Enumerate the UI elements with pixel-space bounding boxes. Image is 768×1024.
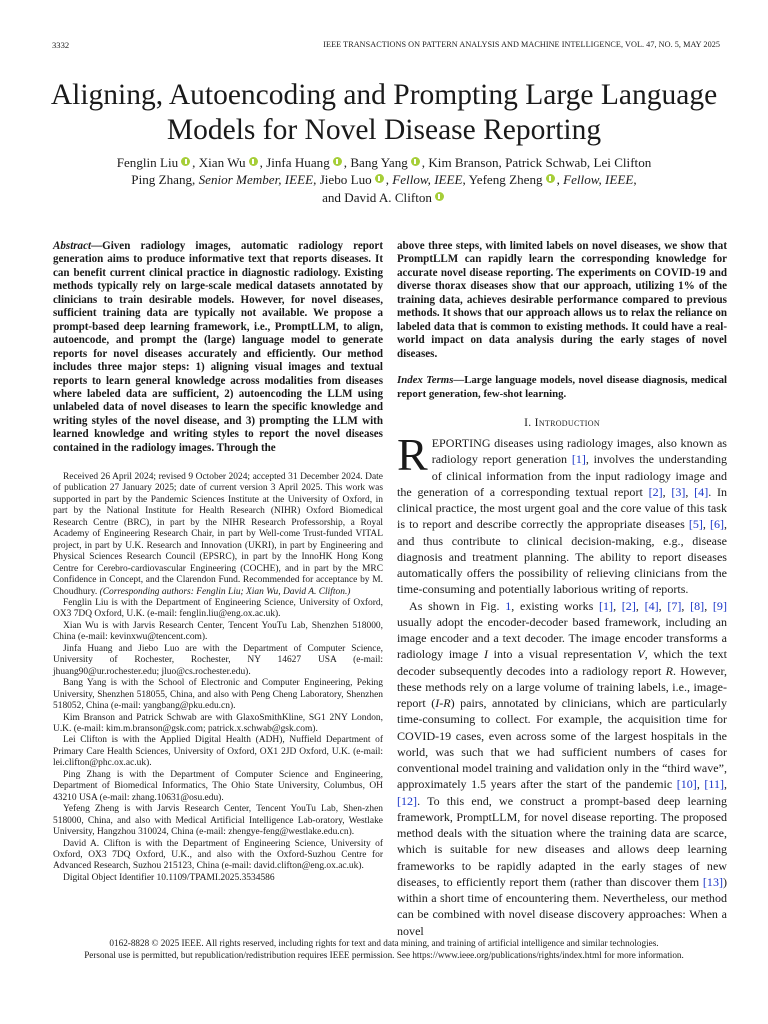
citation-link[interactable]: [1] <box>571 452 586 467</box>
left-column <box>53 240 383 455</box>
affiliation-note: Fenglin Liu is with the Department of Engineering Science, University of Oxford, OX3 7DQ Oxford, U.K. (e-mail: fenglin.liu@eng.ox.ac.uk). <box>53 597 383 620</box>
author-and: and <box>322 189 341 205</box>
abstract-text-left: —Given radiology images, automatic radiology report generation aims to produce informative text that reports diseases. It can benefit current clinical practice in diagnostic radiology. Existing methods typically rely on large-scale medical datasets annotated by clinicians to train desirable models. However, for novel diseases, sufficient training data are typically not available. We propose a prompt-based deep learning framework, i.e., PromptLLM, to align, autoencode, and prompt the (large) language model to generate reports for novel diseases accurately and efficiently. Our method includes three major steps: 1) aligning visual images and textual reports to learn general knowledge across modalities from diseases where labeled data are sufficient, 2) autoencoding the LLM using unlabeled data of novel diseases to learn the specific knowledge and writing styles of the novel disease, and 3) prompting the LLM with learned knowledge and writing styles to report the novel diseases contained in the radiology images. Through the <box>53 240 383 454</box>
right-column <box>397 240 727 939</box>
author-line-1: Fenglin Liu , Xian Wu , Jinfa Huang , Bang Yang , Kim Branson, Patrick Schwab, Lei Clifton <box>116 155 652 170</box>
affiliation-note: Yefeng Zheng is with Jarvis Research Center, Tencent YouTu Lab, Shen-zhen 518000, China, and also with Medical Artificial Intelligence Lab-oratory, Westlake University, Hangzhou 310024, China (e-mail: zhengye-feng@westlake.edu.cn). <box>53 804 383 838</box>
affiliation-note: Xian Wu is with Jarvis Research Center, Tencent YouTu Lab, Shenzhen 518000, China (e-mail: kevinxwu@tencent.com). <box>53 620 383 643</box>
orcid-icon[interactable] <box>435 192 444 201</box>
citation-group: [1], [2], [4], [7], [8], [9] <box>599 598 727 613</box>
author-ping-zhang: Ping Zhang <box>131 172 193 188</box>
affiliation-note: David A. Clifton is with the Department of Engineering Science, University of Oxford, OX3 7DQ Oxford, U.K., and also with the Oxford-Suzhou Centre for Advanced Research, Suzhou 215123, China (e-mail: david.clifton@eng.ox.ac.uk). <box>53 838 383 872</box>
drop-cap: R <box>397 429 428 481</box>
citation-link[interactable]: [2] <box>648 484 663 499</box>
figure-link[interactable]: 1 <box>505 598 512 613</box>
paper-title: Aligning, Autoencoding and Prompting Large Language Models for Novel Disease Reporting <box>50 79 718 146</box>
citation-link[interactable]: [2] <box>621 598 636 613</box>
author-name: Jinfa Huang <box>266 155 330 170</box>
affiliation-note: Bang Yang is with the School of Electronic and Computer Engineering, Peking University, Shenzhen 518055, China, and also with Peng Cheng Laboratory, Shenzhen 518052, China (e-mail: yangbang@pku.edu.cn). <box>53 678 383 712</box>
abstract-label: Abstract <box>53 240 92 252</box>
citation-link[interactable]: [12] <box>397 793 418 808</box>
citation-link[interactable]: [13] <box>702 874 723 889</box>
copyright-line: 0162-8828 © 2025 IEEE. All rights reserved, including rights for text and data mining, and training of artificial intelligence and similar technologies. <box>109 938 659 948</box>
orcid-icon[interactable] <box>249 157 258 166</box>
orcid-icon[interactable] <box>333 157 342 166</box>
author-name: Kim Branson <box>428 155 499 170</box>
orcid-icon[interactable] <box>375 174 384 183</box>
footnote-received: Received 26 April 2024; revised 9 October 2024; accepted 31 December 2024. Date of publication 27 January 2025; date of current version 3 April 2025. This work was supported in part by the Pandemic Sciences Institute at the University of Oxford, in part by the National Institute for Health Research (NIHR) Oxford Biomedical Research Centre (BRC), in part by the NIHR Research Professorship, a Royal Academy of Engineering Research Chair, in part by Well-come Trust-funded VITAL project, in part by U.K. Research and Innovation (UKRI), in part by Engineering and Physical Sciences Research Council (EPSRC), in part by the InnoHK Hong Kong Centre for Cerebro-cardiovascular Engineering (COCHE), and in part by the MRC Confidence in Concept, and the Clarendon Fund. Recommended for acceptance by M. Choudhury. (Corresponding authors: Fenglin Liu; Xian Wu, David A. Clifton.) <box>53 472 383 597</box>
membership-fellow-zheng: Fellow, IEEE <box>563 172 634 188</box>
math-var-pair: I-R <box>435 696 451 711</box>
citation-link[interactable]: [1] <box>599 598 614 613</box>
author-name: Bang Yang <box>350 155 408 170</box>
permission-line: Personal use is permitted, but republication/redistribution requires IEEE permission. See https://www.ieee.org/publications/rights/index.html for more information. <box>84 949 684 960</box>
author-name: Xian Wu <box>198 155 246 170</box>
citation-link[interactable]: [4] <box>694 484 709 499</box>
intro-paragraph-1: REPORTING diseases using radiology images, also known as radiology report generation [1], involves the understanding of clinical information from the input radiology image and the generation of a corresponding textual report [2], [3], [4]. In clinical practice, the most urgent goal and the core value of this task is to report and describe correctly the appropriate diseases [5], [6], and thus contribute to clinical decision-making, e.g., disease diagnosis and treatment planning. The ability to report diseases automatically offers the possibility of relieving clinicians from the time-consuming and potentially laborious writing of reports. <box>397 429 728 597</box>
index-terms-label: Index Terms <box>397 374 454 387</box>
membership-fellow-luo: Fellow, IEEE <box>392 172 463 188</box>
section-heading <box>397 416 727 429</box>
citation-link[interactable]: [7] <box>667 598 682 613</box>
author-name: Lei Clifton <box>593 155 652 170</box>
membership-senior: Senior Member, IEEE <box>198 172 314 188</box>
citation-link[interactable]: [11] <box>704 777 724 792</box>
affiliation-note: Jinfa Huang and Jiebo Luo are with the Department of Computer Science, University of Rochester, Rochester, NY 14627 USA (e-mail: jhuang90@ur.rochester.edu; jluo@cs.rochester.edu). <box>53 643 383 677</box>
orcid-icon[interactable] <box>181 157 190 166</box>
footnotes <box>53 472 383 884</box>
index-terms-text: —Large language models, novel disease diagnosis, medical report generation, few-shot learning. <box>397 374 727 400</box>
abstract-right: above three steps, with limited labels on novel diseases, we show that PromptLLM can rapidly learn the corresponding knowledge for accurate novel disease reporting. The experiments on COVID-19 and diverse thorax diseases show that our approach, utilizing 1% of the training data, achieves desirable performance compared to previous methods. It shows that our approach allows us to relax the reliance on labeled data that is common to existing methods. It could have a real-world impact on data analysis during the early stages of novel diseases. <box>397 240 727 360</box>
introduction-body <box>397 429 728 939</box>
author-jiebo-luo: Jiebo Luo <box>319 172 372 188</box>
section-title: Introduction <box>534 416 600 430</box>
author-yefeng-zheng: Yefeng Zheng <box>468 172 543 188</box>
affiliation-list <box>53 598 383 884</box>
citation-link[interactable]: [8] <box>690 598 705 613</box>
index-terms <box>397 374 727 401</box>
journal-running-header: IEEE TRANSACTIONS ON PATTERN ANALYSIS AND MACHINE INTELLIGENCE, VOL. 47, NO. 5, MAY 2025 <box>323 40 720 49</box>
page-number: 3332 <box>52 40 70 50</box>
citation-link[interactable]: [4] <box>644 598 659 613</box>
section-number: I. <box>524 416 532 430</box>
math-var-visual: V <box>637 647 645 662</box>
math-var-report: R <box>665 663 674 678</box>
citation-link[interactable]: [10] <box>676 777 697 792</box>
author-list: Fenglin Liu , Xian Wu , Jinfa Huang , Bang Yang , Kim Branson, Patrick Schwab, Lei Clifton Ping Zhang, Senior Member, IEEE, Jiebo Luo , Fellow, IEEE, Yefeng Zheng , Fellow, IEEE, and David A. Clifton <box>116 155 652 205</box>
citation-link[interactable]: [5] <box>688 517 703 532</box>
citation-link[interactable]: [3] <box>671 484 686 499</box>
orcid-icon[interactable] <box>411 157 420 166</box>
author-name: Fenglin Liu <box>116 155 179 170</box>
affiliation-note: Kim Branson and Patrick Schwab are with GlaxoSmithKline, SG1 2NY London, U.K. (e-mail: kim.m.branson@gsk.com; patrick.x.schwab@gsk.com). <box>53 712 383 734</box>
orcid-icon[interactable] <box>546 174 555 183</box>
math-var-image: I <box>483 647 488 662</box>
citation-link[interactable]: [9] <box>712 598 727 613</box>
intro-paragraph-2: As shown in Fig. 1, existing works [1], [2], [4], [7], [8], [9] usually adopt the encoder-decoder based framework, including an image encoder and a text decoder. The image encoder transforms a radiology image I into a visual representation V, which the text decoder subsequently decodes into a radiology report R. However, these methods rely on a large volume of training labels, i.e., image-report (I-R) pairs, annotated by clinicians, which are particularly time-consuming to collect. For example, the acquisition time for COVID-19 cases, even across some of the largest hospitals in the world, was such that we had sufficient numbers of cases for conventional model training and validation only in the “third wave”, approximately 1.5 years after the start of the pandemic [10], [11], [12]. To this end, we construct a prompt-based deep learning framework, PromptLLM, for novel disease reporting. The proposed method deals with the situation where the training data are scarce, which is suitable for new diseases and allows deep learning frameworks to be rapidly adapted in the early stages of new diseases, to efficiently report them (rather than discover them [13]) within a short time of encountering them. Nevertheless, our method can be combined with novel disease discovery approaches: When a novel <box>397 598 727 938</box>
affiliation-note: Ping Zhang is with the Department of Computer Science and Engineering, Department of Biomedical Informatics, The Ohio State University, Columbus, OH 43210 USA (e-mail: zhang.10631@osu.edu). <box>53 769 383 803</box>
author-david-clifton: David A. Clifton <box>344 189 432 205</box>
author-name: Patrick Schwab <box>505 155 587 170</box>
copyright-notice <box>20 938 748 961</box>
citation-link[interactable]: [6] <box>709 517 724 532</box>
corresponding-authors: (Corresponding authors: Fenglin Liu; Xian Wu, David A. Clifton.) <box>99 586 351 597</box>
affiliation-note: Lei Clifton is with the Applied Digital Health (ADH), Nuffield Department of Primary Care Health Sciences, University of Oxford, OX1 2JD Oxford, U.K. (e-mail: lei.clifton@phc.ox.ac.uk). <box>53 735 383 769</box>
abstract-left <box>53 240 383 455</box>
affiliation-note: Digital Object Identifier 10.1109/TPAMI.2025.3534586 <box>63 872 275 883</box>
